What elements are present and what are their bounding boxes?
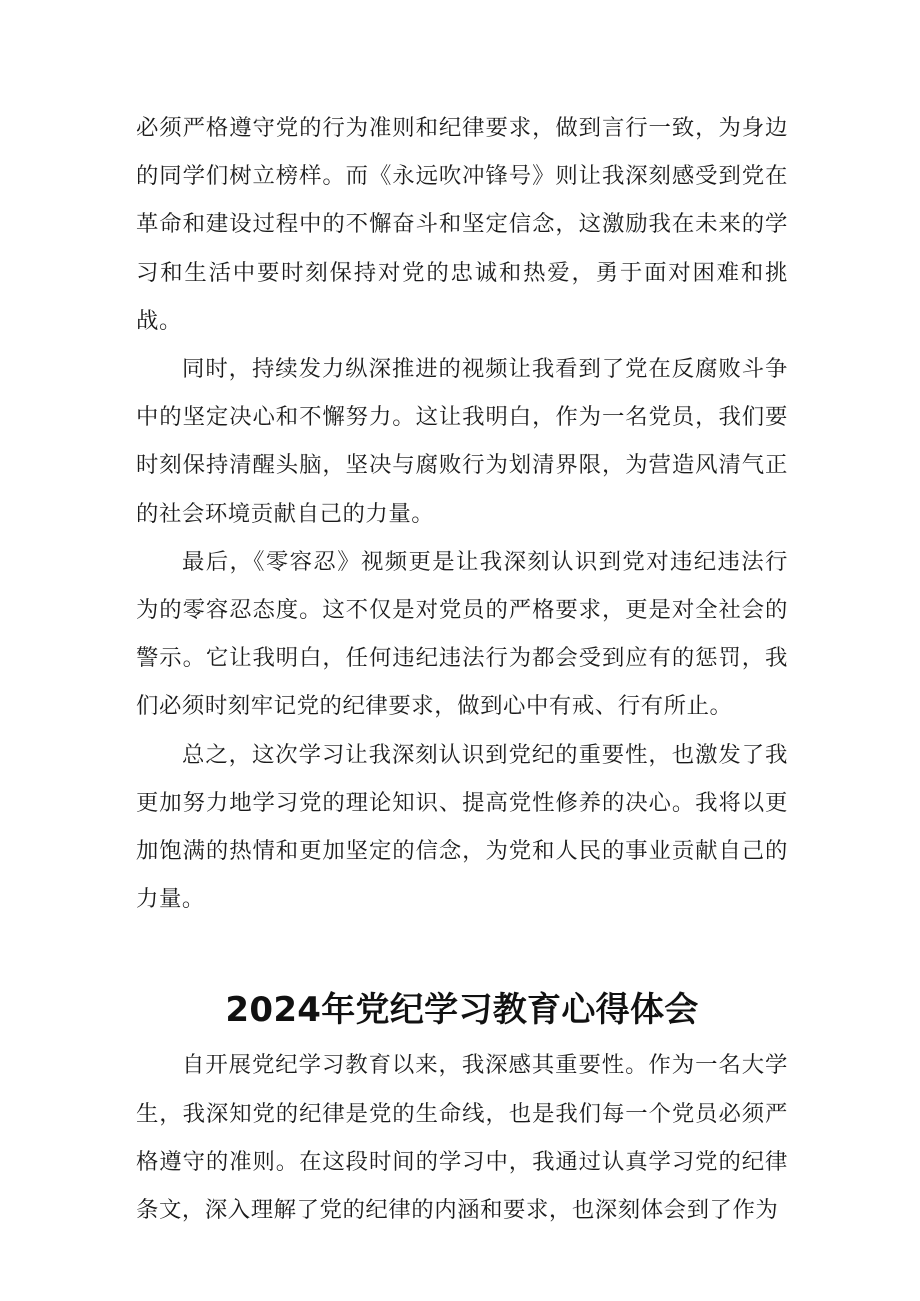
paragraph-zero-tolerance: 最后，《零容忍》视频更是让我深刻认识到党对违纪违法行为的零容忍态度。这不仅是对党员的严格要求，更是对全社会的警示。它让我明白，任何违纪违法行为都会受到应有的惩罚，我们必须时刻牢记党的纪律要求，做到心中有戒、行有所止。 [136, 548, 788, 720]
section-title: 2024年党纪学习教育心得体会 [225, 990, 699, 1031]
document-body [136, 104, 788, 1234]
paragraph-intro: 自开展党纪学习教育以来，我深感其重要性。作为一名大学生，我深知党的纪律是党的生命线，也是我们每一个党员必须严格遵守的准则。在这段时间的学习中，我通过认真学习党的纪律条文，深入理解了党的纪律的内涵和要求，也深刻体会到了作为 [136, 1052, 788, 1224]
paragraph-anti-corruption: 同时，持续发力纵深推进的视频让我看到了党在反腐败斗争中的坚定决心和不懈努力。这让我明白，作为一名党员，我们要时刻保持清醒头脑，坚决与腐败行为划清界限，为营造风清气正的社会环境贡献自己的力量。 [136, 356, 788, 527]
paragraph-continuation: 必须严格遵守党的行为准则和纪律要求，做到言行一致，为身边的同学们树立榜样。而《永远吹冲锋号》则让我深刻感受到党在革命和建设过程中的不懈奋斗和坚定信念，这激励我在未来的学习和生活中要时刻保持对党的忠诚和热爱，勇于面对困难和挑战。 [136, 115, 788, 334]
paragraph-conclusion: 总之，这次学习让我深刻认识到党纪的重要性，也激发了我更加努力地学习党的理论知识、提高党性修养的决心。我将以更加饱满的热情和更加坚定的信念，为党和人民的事业贡献自己的力量。 [136, 741, 788, 913]
